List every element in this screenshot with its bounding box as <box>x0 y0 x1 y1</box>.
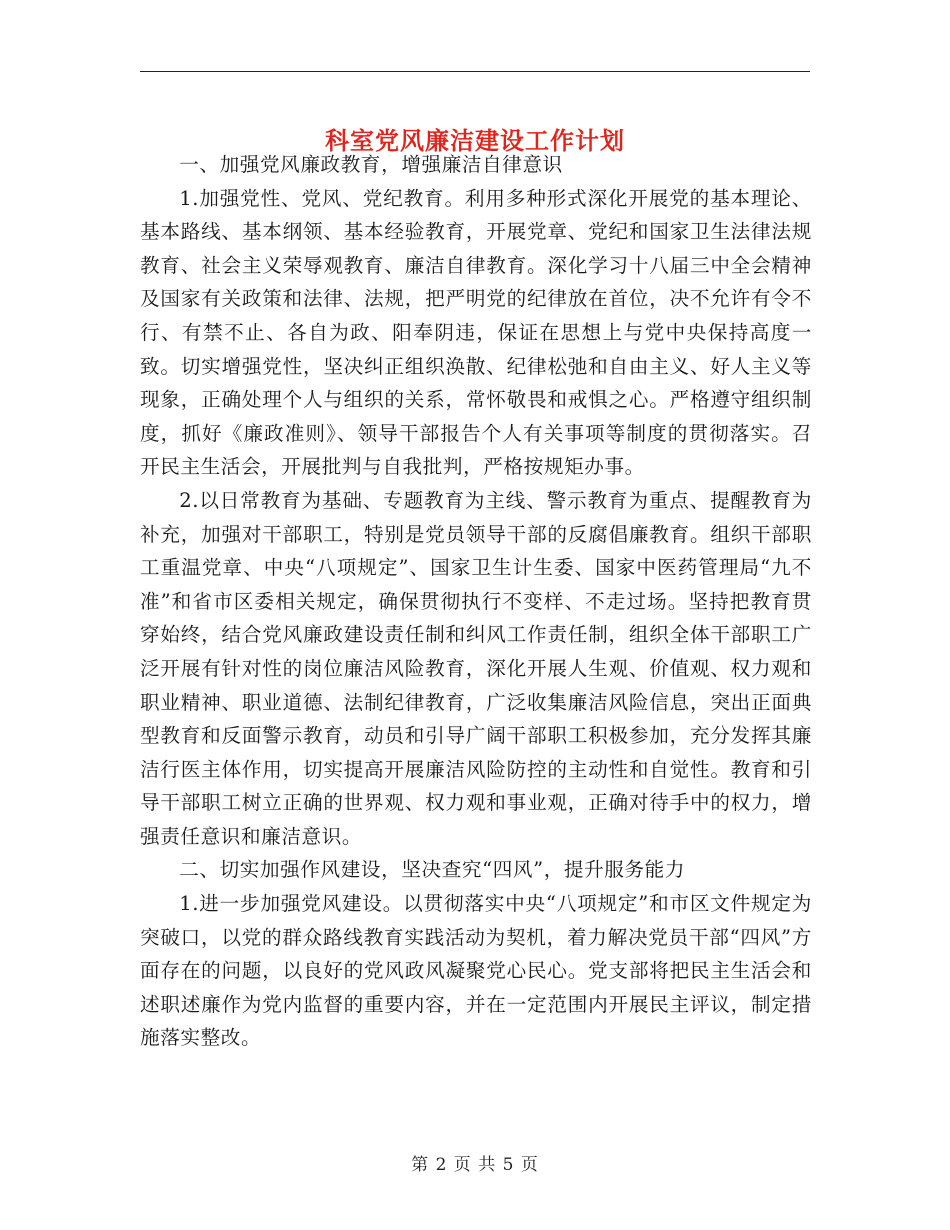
paragraph-3: 1.进一步加强党风建设。以贯彻落实中央“八项规定”和市区文件规定为突破口，以党的群众路线教育实践活动为契机，着力解决党员干部“四风”方面存在的问题，以良好的党风政风凝聚党心民心。党支部将把民主生活会和述职述廉作为党内监督的重要内容，并在一定范围内开展民主评议，制定措施落实整改。 <box>140 892 812 1050</box>
paragraph-2: 2.以日常教育为基础、专题教育为主线、警示教育为重点、提醒教育为补充，加强对干部职工，特别是党员领导干部的反腐倡廉教育。组织干部职工重温党章、中央“八项规定”、国家卫生计生委、国家中医药管理局“九不准”和省市区委相关规定，确保贯彻执行不变样、不走过场。坚持把教育贯穿始终，结合党风廉政建设责任制和纠风工作责任制，组织全体干部职工广泛开展有针对性的岗位廉洁风险教育，深化开展人生观、价值观、权力观和职业精神、职业道德、法制纪律教育，广泛收集廉洁风险信息，突出正面典型教育和反面警示教育，动员和引导广阔干部职工积极参加，充分发挥其廉洁行医主体作用，切实提高开展廉洁风险防控的主动性和自觉性。教育和引导干部职工树立正确的世界观、权力观和事业观，正确对待手中的权力，增强责任意识和廉洁意识。 <box>140 488 812 848</box>
top-rule <box>140 71 810 72</box>
section-heading-2: 二、切实加强作风建设，坚决查究“四风”，提升服务能力 <box>179 858 686 882</box>
section-heading-1: 一、加强党风廉政教育，增强廉洁自律意识 <box>179 153 563 176</box>
document-title: 科室党风廉洁建设工作计划 <box>325 126 625 156</box>
document-body <box>140 148 812 1055</box>
paragraph-1: 1.加强党性、党风、党纪教育。利用多种形式深化开展党的基本理论、基本路线、基本纲领、基本经验教育，开展党章、党纪和国家卫生法律法规教育、社会主义荣辱观教育、廉洁自律教育。深化学习十八届三中全会精神及国家有关政策和法律、法规，把严明党的纪律放在首位，决不允许有令不行、有禁不止、各自为政、阳奉阴违，保证在思想上与党中央保持高度一致。切实增强党性，坚决纠正组织涣散、纪律松弛和自由主义、好人主义等现象，正确处理个人与组织的关系，常怀敬畏和戒惧之心。严格遵守组织制度，抓好《廉政准则》、领导干部报告个人有关事项等制度的贯彻落实。召开民主生活会，开展批判与自我批判，严格按规矩办事。 <box>140 186 812 479</box>
page-footer: 第 2 页 共 5 页 <box>411 1155 539 1175</box>
